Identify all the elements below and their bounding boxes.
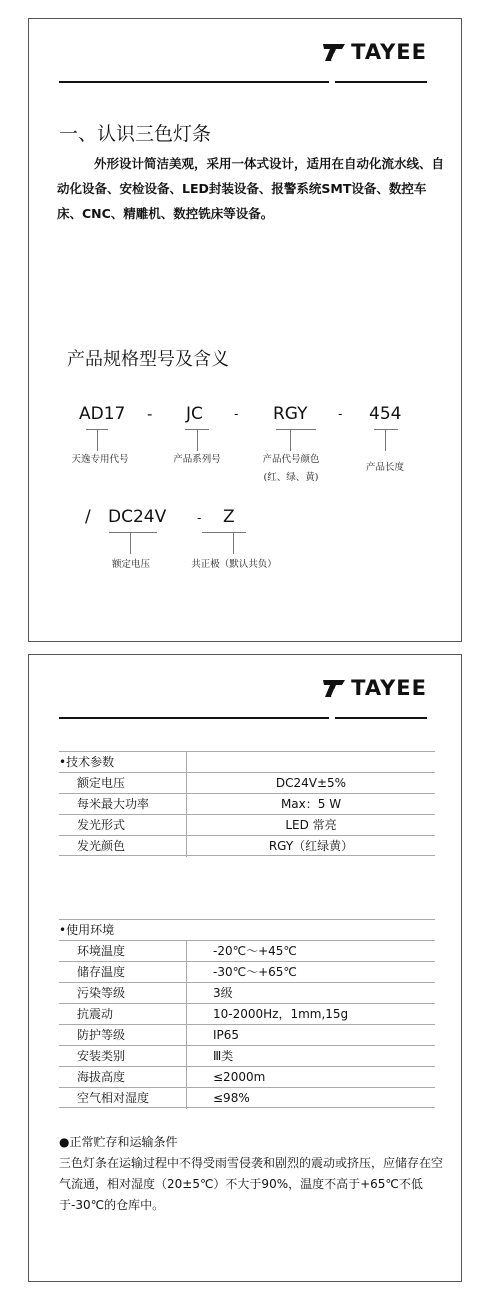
caption-brand-code: 天逸专用代号 <box>71 454 129 465</box>
bracket-line <box>197 429 198 451</box>
brand-name: TAYEE <box>351 40 427 64</box>
model-separator: - <box>338 407 343 421</box>
table-row <box>59 961 435 982</box>
param-label: 发光形式 <box>59 815 187 836</box>
env-value: 10-2000Hz，1mm,15g <box>213 1007 349 1021</box>
tayee-logo <box>321 677 427 699</box>
param-label: 发光颜色 <box>59 836 187 857</box>
bracket-line <box>233 532 234 554</box>
env-value: ≤98% <box>213 1091 250 1105</box>
env-value: IP65 <box>213 1028 240 1042</box>
tayee-logo-icon <box>321 41 347 63</box>
caption-series: 产品系列号 <box>173 454 221 465</box>
model-code-jc: JC <box>186 404 203 424</box>
env-value: 3级 <box>213 986 233 1000</box>
env-value: -20℃～+45℃ <box>213 944 297 958</box>
param-value: LED 常亮 <box>285 818 337 832</box>
caption-color-code: 产品代号颜色 <box>262 454 320 465</box>
env-value: ≤2000m <box>213 1070 266 1084</box>
model-code-rgy: RGY <box>273 404 308 424</box>
table-row <box>59 1045 435 1066</box>
model-title: 产品规格型号及含义 <box>67 349 229 370</box>
param-value: RGY（红绿黄） <box>268 839 354 853</box>
model-slash: / <box>85 507 91 527</box>
table-row <box>59 835 435 856</box>
bracket-line <box>290 429 291 451</box>
header-rule-short <box>335 81 427 83</box>
table-row <box>59 940 435 961</box>
bracket-line <box>385 429 386 451</box>
page-2 <box>28 654 462 1282</box>
table-row <box>59 772 435 793</box>
header-rule-long <box>59 717 329 719</box>
intro-paragraph: 外形设计简洁美观，采用一体式设计，适用在自动化流水线、自动化设备、安检设备、LED封装设备、报警系统SMT设备、数控车床、CNC、精雕机、数控铣床等设备。 <box>57 156 445 221</box>
brand-name: TAYEE <box>351 676 427 700</box>
caption-voltage: 额定电压 <box>111 559 150 570</box>
env-label: 安装类别 <box>59 1046 187 1067</box>
tayee-logo <box>321 41 427 63</box>
table-row <box>59 919 435 940</box>
param-label: 每米最大功率 <box>59 794 187 815</box>
bracket-line <box>109 532 157 533</box>
page-1 <box>28 18 462 642</box>
tayee-logo-icon <box>321 677 347 699</box>
table-row <box>59 1066 435 1087</box>
param-label: 额定电压 <box>59 773 187 794</box>
storage-title: ●正常贮存和运输条件 <box>59 1135 178 1149</box>
env-label: 污染等级 <box>59 983 187 1004</box>
environment-table <box>59 919 435 1119</box>
bracket-line <box>374 429 398 430</box>
section-heading: 一、认识三色灯条 <box>59 123 212 145</box>
table-row <box>59 793 435 814</box>
env-label: 海拔高度 <box>59 1067 187 1088</box>
model-code-454: 454 <box>369 404 402 424</box>
table-row <box>59 1003 435 1024</box>
model-code-ad17: AD17 <box>79 404 126 424</box>
tech-params-title: •技术参数 <box>59 752 187 773</box>
tech-params-table <box>59 751 435 861</box>
header-rule-long <box>59 81 329 83</box>
model-code-dc24v: DC24V <box>108 507 167 527</box>
env-label: 抗震动 <box>59 1004 187 1025</box>
header-rule-short <box>335 717 427 719</box>
env-label: 环境温度 <box>59 941 187 962</box>
model-separator: - <box>197 511 202 525</box>
caption-color-names: (红、绿、黄) <box>263 472 319 483</box>
environment-title: •使用环境 <box>59 923 115 937</box>
table-row <box>59 982 435 1003</box>
table-row <box>59 1087 435 1108</box>
env-label: 防护等级 <box>59 1025 187 1046</box>
storage-text: 三色灯条在运输过程中不得受雨雪侵袭和剧烈的震动或挤压，应储存在空气流通，相对湿度（20±5℃）不大于90%，温度不高于+65℃不低于-30℃的仓库中。 <box>59 1156 444 1212</box>
model-separator: - <box>147 405 153 423</box>
param-value: DC24V±5% <box>275 776 347 790</box>
bracket-line <box>130 532 131 554</box>
model-separator: - <box>234 407 239 421</box>
env-label: 储存温度 <box>59 962 187 983</box>
bracket-line <box>97 429 98 451</box>
env-label: 空气相对湿度 <box>59 1088 187 1109</box>
model-code-z: Z <box>223 507 235 527</box>
env-value: Ⅲ类 <box>213 1049 234 1063</box>
bracket-line <box>202 532 246 533</box>
env-value: -30℃～+65℃ <box>213 965 297 979</box>
table-row <box>59 1024 435 1045</box>
caption-common-anode: 共正极（默认共负） <box>191 559 277 570</box>
table-row <box>59 814 435 835</box>
bracket-line <box>276 429 316 430</box>
table-row <box>59 751 435 772</box>
param-value: Max：5 W <box>280 797 342 811</box>
caption-length: 产品长度 <box>365 462 404 473</box>
